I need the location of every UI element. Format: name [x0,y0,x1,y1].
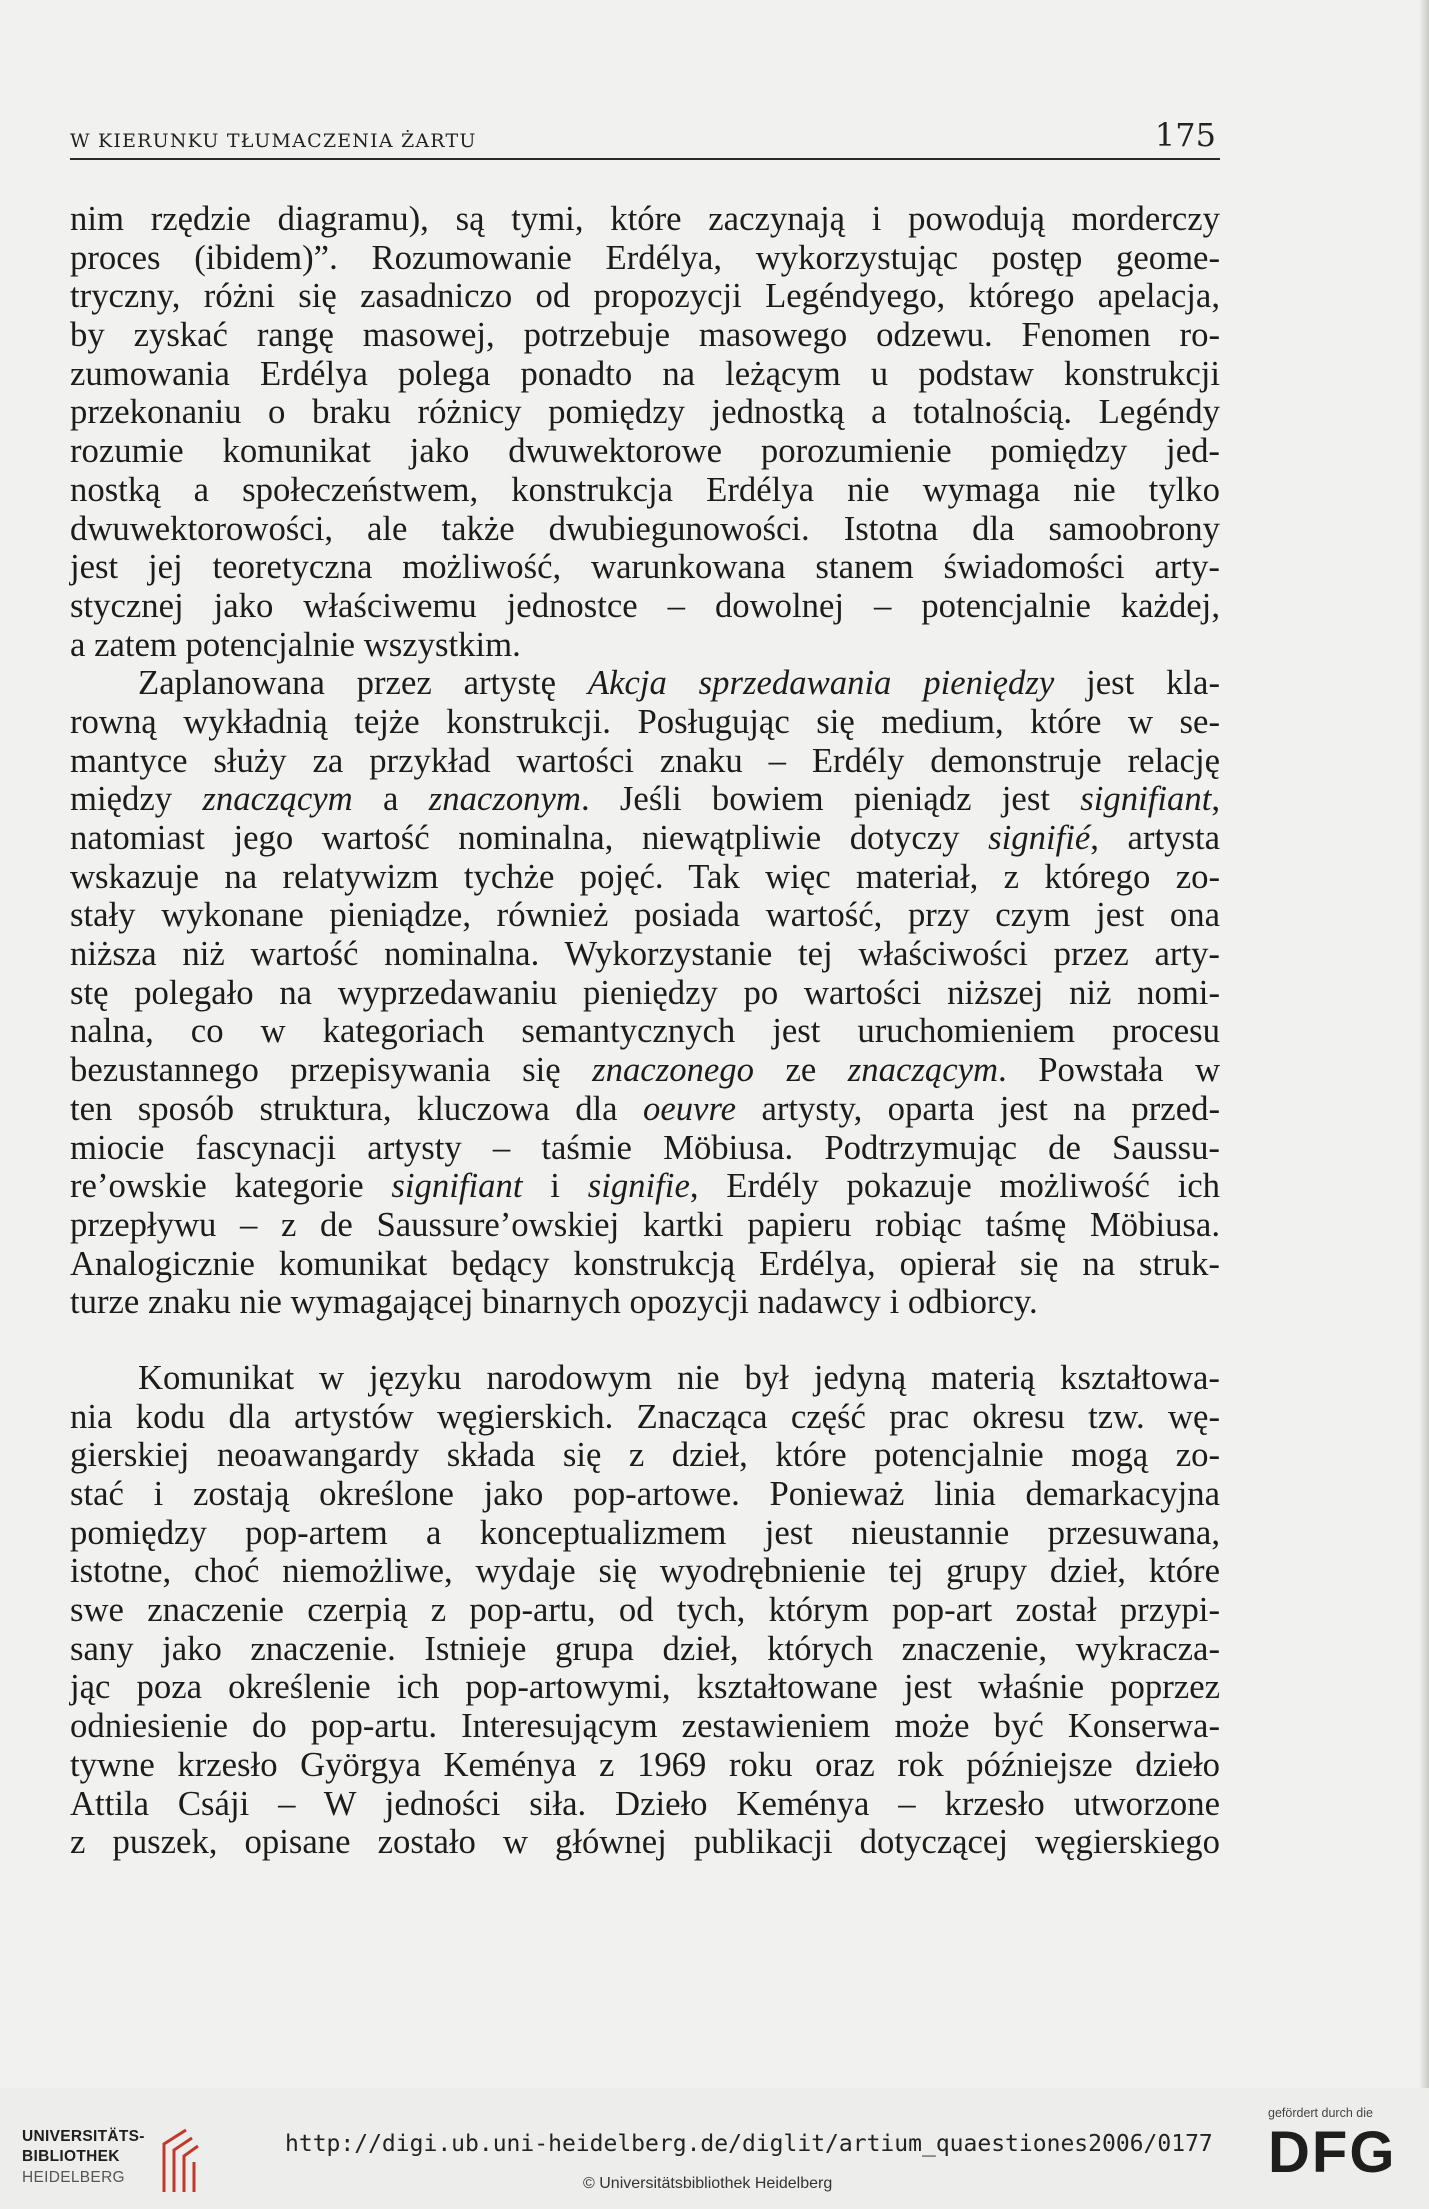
text-line: nim rzędzie diagramu), są tymi, które zaczynają i powodują morderczy [70,199,1220,238]
source-url-link[interactable]: http://digi.ub.uni-heidelberg.de/diglit/artium_quaestiones2006/0177 [285,2131,1213,2157]
italic-term: znaczonym [428,779,581,819]
text-line: rowną wykładnią tejże konstrukcji. Posługując się medium, które w se- [70,701,1220,741]
text-line: mantyce służy za przykład wartości znaku – Erdély demonstruje relację [70,740,1220,780]
text-line: pomiędzy pop-artem a konceptualizmem jest nieustannie przesuwana, [70,1512,1220,1552]
italic-term: znaczącym [202,779,353,819]
section-gap [70,1322,1220,1359]
text-line: by zyskać rangę masowej, potrzebuje masowego odzewu. Fenomen ro- [70,315,1220,355]
text-line: dwuwektorowości, ale także dwubiegunowości. Istotna dla samoobrony [70,508,1220,548]
text-line: Zaplanowana przez artystę Akcja sprzedawania pieniędzy jest kla- [138,663,1220,703]
running-header [70,106,1220,160]
text-line: z puszek, opisane zostało w głównej publikacji dotyczącej węgierskiego [70,1822,1220,1862]
text-line: Komunikat w języku narodowym nie był jedyną materią kształtowa- [138,1357,1220,1397]
italic-term: signifie [587,1166,690,1206]
text-line: stę polegało na wyprzedawaniu pieniędzy po wartości niższej niż nomi- [70,972,1220,1012]
text-line: stycznej jako właściwemu jednostce – dowolnej – potencjalnie każdej, [70,585,1220,625]
italic-term: znaczonego [592,1050,754,1090]
library-name-line3: HEIDELBERG [22,2169,125,2186]
text-line: wskazuje na relatywizm tychże pojęć. Tak więc materiał, z którego zo- [70,856,1220,896]
text-line: turze znaku nie wymagającej binarnych opozycji nadawcy i odbiorcy. [70,1282,1038,1322]
text-line: stać i zostają określone jako pop-artowe. Ponieważ linia demarkacyjna [70,1474,1220,1513]
text-line: proces (ibidem)”. Rozumowanie Erdélya, wykorzystując postęp geome- [70,237,1220,277]
text-line: bezustannego przepisywania się znaczonego ze znaczącym. Powstała w [70,1050,1220,1090]
text-line: istotne, choć niemożliwe, wydaje się wyodrębnienie tej grupy dzieł, które [70,1551,1220,1591]
copyright-notice: © Universitätsbibliothek Heidelberg [583,2175,833,2192]
text-line: niższa niż wartość nominalna. Wykorzystanie tej właściwości przez arty- [70,934,1220,974]
text-line: rozumie komunikat jako dwuwektorowe porozumienie pomiędzy jed- [70,431,1220,471]
italic-term: znaczącym [847,1050,999,1090]
running-title: W KIERUNKU TŁUMACZENIA ŻARTU [70,130,477,152]
text-line: stały wykonane pieniądze, również posiada wartość, przy czym jest ona [70,895,1220,935]
italic-term: signifiant [391,1166,523,1206]
text-line: Attila Csáji – W jedności siła. Dzieło Keménya – krzesło utworzone [70,1783,1220,1823]
text-line: swe znaczenie czerpią z pop-artu, od tych, którym pop-art został przypi- [70,1590,1220,1630]
italic-term: signifiant [1080,779,1212,819]
text-line: nostką a społeczeństwem, konstrukcja Erdélya nie wymaga nie tylko [70,469,1220,509]
funding-note: gefördert durch die [1268,2106,1373,2120]
dfg-wordmark: DFG [1268,2120,1397,2185]
italic-term: Akcja sprzedawania pieniędzy [587,663,1055,703]
italic-term: oeuvre [642,1088,737,1128]
text-line: ten sposób struktura, kluczowa dla oeuvre artysty, oparta jest na przed- [70,1088,1220,1128]
text-line: odniesienie do pop-artu. Interesującym zestawieniem może być Konserwa- [70,1706,1220,1746]
text-line: jąc poza określenie ich pop-artowymi, kształtowane jest właśnie poprzez [70,1667,1220,1707]
text-line: re’owskie kategorie signifiant i signifie, Erdély pokazuje możliwość ich [70,1166,1221,1206]
text-line: tryczny, różni się zasadniczo od propozycji Legéndyego, którego apelacja, [70,276,1220,316]
digitization-footer [0,2088,1429,2209]
text-line: a zatem potencjalnie wszystkim. [70,624,521,664]
text-line: tywne krzesło Györgya Keménya z 1969 roku oraz rok późniejsze dzieło [70,1744,1220,1784]
page-edge-shadow [1419,0,1429,2209]
text-line: nia kodu dla artystów węgierskich. Znacząca część prac okresu tzw. wę- [70,1396,1220,1436]
text-line: przekonaniu o braku różnicy pomiędzy jednostką a totalnością. Legéndy [70,392,1220,432]
text-line: gierskiej neoawangardy składa się z dzieł, które potencjalnie mogą zo- [70,1435,1220,1475]
dfg-logo[interactable] [1268,2106,1408,2196]
body-text [70,200,1220,1862]
page-number: 175 [1154,116,1216,154]
library-name-line2: BIBLIOTHEK [22,2148,120,2165]
text-line: miocie fascynacji artysty – taśmie Möbiusa. Podtrzymując de Saussu- [70,1127,1220,1167]
text-line: zumowania Erdélya polega ponadto na leżącym u podstaw konstrukcji [70,353,1220,393]
library-emblem-icon [152,2122,232,2202]
text-line: Analogicznie komunikat będący konstrukcją Erdélya, opierał się na struk- [70,1243,1220,1283]
text-line: jest jej teoretyczna możliwość, warunkowana stanem świadomości arty- [70,547,1220,587]
text-line: sany jako znaczenie. Istnieje grupa dzieł, których znaczenie, wykracza- [70,1628,1220,1668]
text-line: przepływu – z de Saussure’owskiej kartki papieru robiąc taśmę Möbiusa. [70,1204,1220,1244]
text-line: nalna, co w kategoriach semantycznych jest uruchomieniem procesu [70,1011,1220,1051]
text-line: natomiast jego wartość nominalna, niewątpliwie dotyczy signifié, artysta [70,818,1220,857]
text-line: między znaczącym a znaczonym. Jeśli bowiem pieniądz jest signifiant, [70,779,1220,819]
library-name-line1: UNIVERSITÄTS- [22,2128,145,2145]
university-library-logo[interactable] [22,2122,252,2202]
italic-term: signifié [988,818,1091,857]
